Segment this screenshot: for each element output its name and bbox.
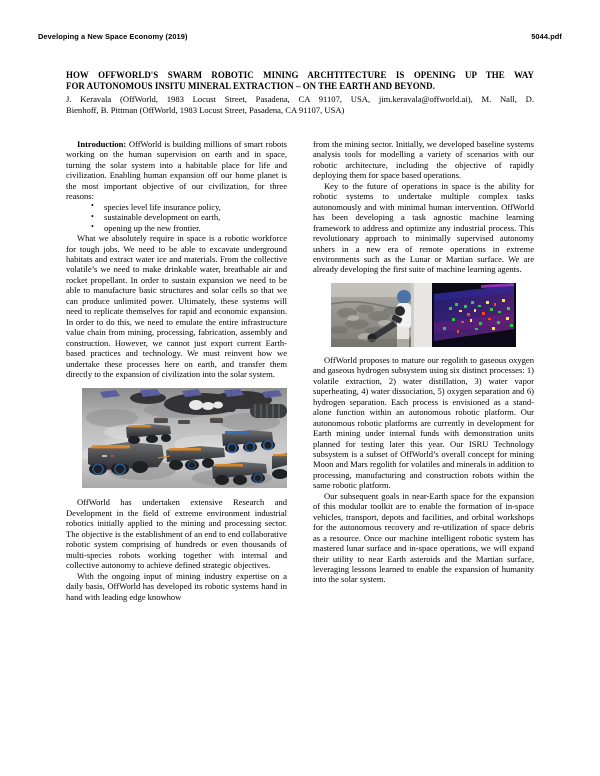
robotic-drill-and-spectral-scan [331,283,516,347]
paragraph-robotic-workforce: What we absolutely require in space is a robotic workforce for tough jobs. We need to be able to excavate underground habitats and extract water ice and materials. From the collective volatile’s we need to make drinkable water, breathable air and rocket propellant. In order to sustain expansion we need to be able to manufacture basic structures and solar cells so that we can produce unlimited power. Ultimately, these systems will need to replicate themselves for rapid and economic expansion. In order to do this, we need to emulate the entire infrastructure value chain from mining, processing, fabrication, assembly and construction. However, we cannot just export current Earth-based practices and technology. We must reinvent how we undertake these processes here on earth, and transfer them directly to the expansion of civilization into the solar system. [66,233,287,379]
title-line-2: FOR AUTONOMOUS INSITU MINERAL EXTRACTION – ON THE EARTH AND BEYOND. [66,81,435,92]
list-item [104,202,287,212]
title-block [66,70,534,116]
drill-photo-panel [331,283,432,347]
introduction-body: OffWorld is building millions of smart robots working on the human supervision on earth and in space, turning the solar system into a habitable place for life and civilization. Enabling human expansion off our home planet is the most important objective of our civilization, for three reasons: [66,139,287,202]
figure-drill-and-spectral-scan [331,283,534,347]
body-columns [66,139,534,602]
mining-vehicle-hopper-upper [126,424,171,444]
hyperspectral-scan-panel [432,283,516,347]
left-column [66,139,287,602]
author-line-1: J. Keravala (OffWorld, 1983 Locust Street, Pasadena, CA 91107, USA, jim.keravala@offworld.ai), M. Nall, D. [66,93,534,104]
list-item [104,223,287,233]
page-title [66,70,534,93]
bullet-text: opening up the new frontier. [104,222,201,233]
paragraph-regolith-processes: OffWorld proposes to mature our regolith to gaseous oxygen and gaseous hydrogen subsystem using six distinct processes: 1) volatile extraction, 2) water distillation, 3) water vapor superheating, 4) water dissociation, 5) oxygen separation and 6) hydrogen separation. Each process is envisioned as a stand-alone function within an autonomous robotic platform. Our autonomous robotic platforms are currently in development for Earth mining under internal funds with demonstration units planned for testing later this year. Our ISRU Technology subsystem is a subset of OffWorld’s overall concept for mining Moon and Mars regolith for volatiles and minerals in addition to processing, manufacturing and construction robots within the same robotic platform. [313,354,534,491]
list-item [104,212,287,222]
paragraph-near-earth-goals: Our subsequent goals in near-Earth space for the expansion of this modular toolkit are to enable the formation of in-space vehicles, transport, depots and facilities, and orbital workshops for the autonomous recovery and re-utilization of space debris as a resource. Once our machine intelligent robotic system has mastered lunar surface and in-space operations, we will expand their utility to near Earth asteroids and the Martian surface, leveraging lessons learned to enable the expansion of humanity into the solar system. [313,490,534,585]
right-column [313,139,534,602]
paragraph-research-development: OffWorld has undertaken extensive Research and Development in the field of extreme environment industrial robotics initially applied to the mining and processing sector. The objective is the establishment of an end to end collaborative robotic system comprising of hundreds or even thousands of multi-species robots working together with internal and collective autonomy to achieve defined strategic objectives. [66,497,287,571]
title-line-1: HOW OFFWORLD'S SWARM ROBOTIC MINING ARCHTITECTURE IS OPENING UP THE WAY [66,70,534,80]
running-header-left: Developing a New Space Economy (2019) [38,32,188,41]
mining-vehicle-right-upper [222,430,275,453]
mining-vehicle-right-lower [212,462,267,485]
paragraph-introduction [66,139,287,202]
lunar-swarm-mining-illustration [82,388,287,488]
introduction-lead-in: Introduction: [77,139,127,149]
running-header [38,32,562,46]
running-header-right: 5044.pdf [531,32,562,41]
author-line-2: Bienhoff, B. Pittman (OffWorld, 1983 Locust Street, Pasadena, CA 91107, USA) [66,104,345,115]
paragraph-baseline-tools: from the mining sector. Initially, we developed baseline systems analysis tools for modelling a variety of scenarios with our robotic architecture, including the objective of rapidly deploying them for space based operations. [313,139,534,181]
bullet-text: species level life insurance policy, [104,201,221,212]
author-affiliation-block [66,94,534,116]
paragraph-machine-learning: Key to the future of operations in space is the ability for robotic systems to undertake multiple complex tasks autonomously and with minimal human intervention. OffWorld has been developing a task agnostic machine learning framework to address and optimize any industrial process. This revolutionary approach to minimally supervised autonomy ushers in a new era of remote operations in extreme environments such as the Lunar or Martian surface. We are already developing the first suite of machine learning agents. [313,180,534,275]
habitat-module [250,404,287,418]
paragraph-mining-expertise: With the ongoing input of mining industry expertise on a daily basis, OffWorld has developed its robotic systems hand in hand with leading edge knowhow [66,570,287,602]
bullet-text: sustainable development on earth, [104,212,221,223]
figure-lunar-swarm-mining [82,388,287,488]
reasons-bullet-list [66,202,287,233]
